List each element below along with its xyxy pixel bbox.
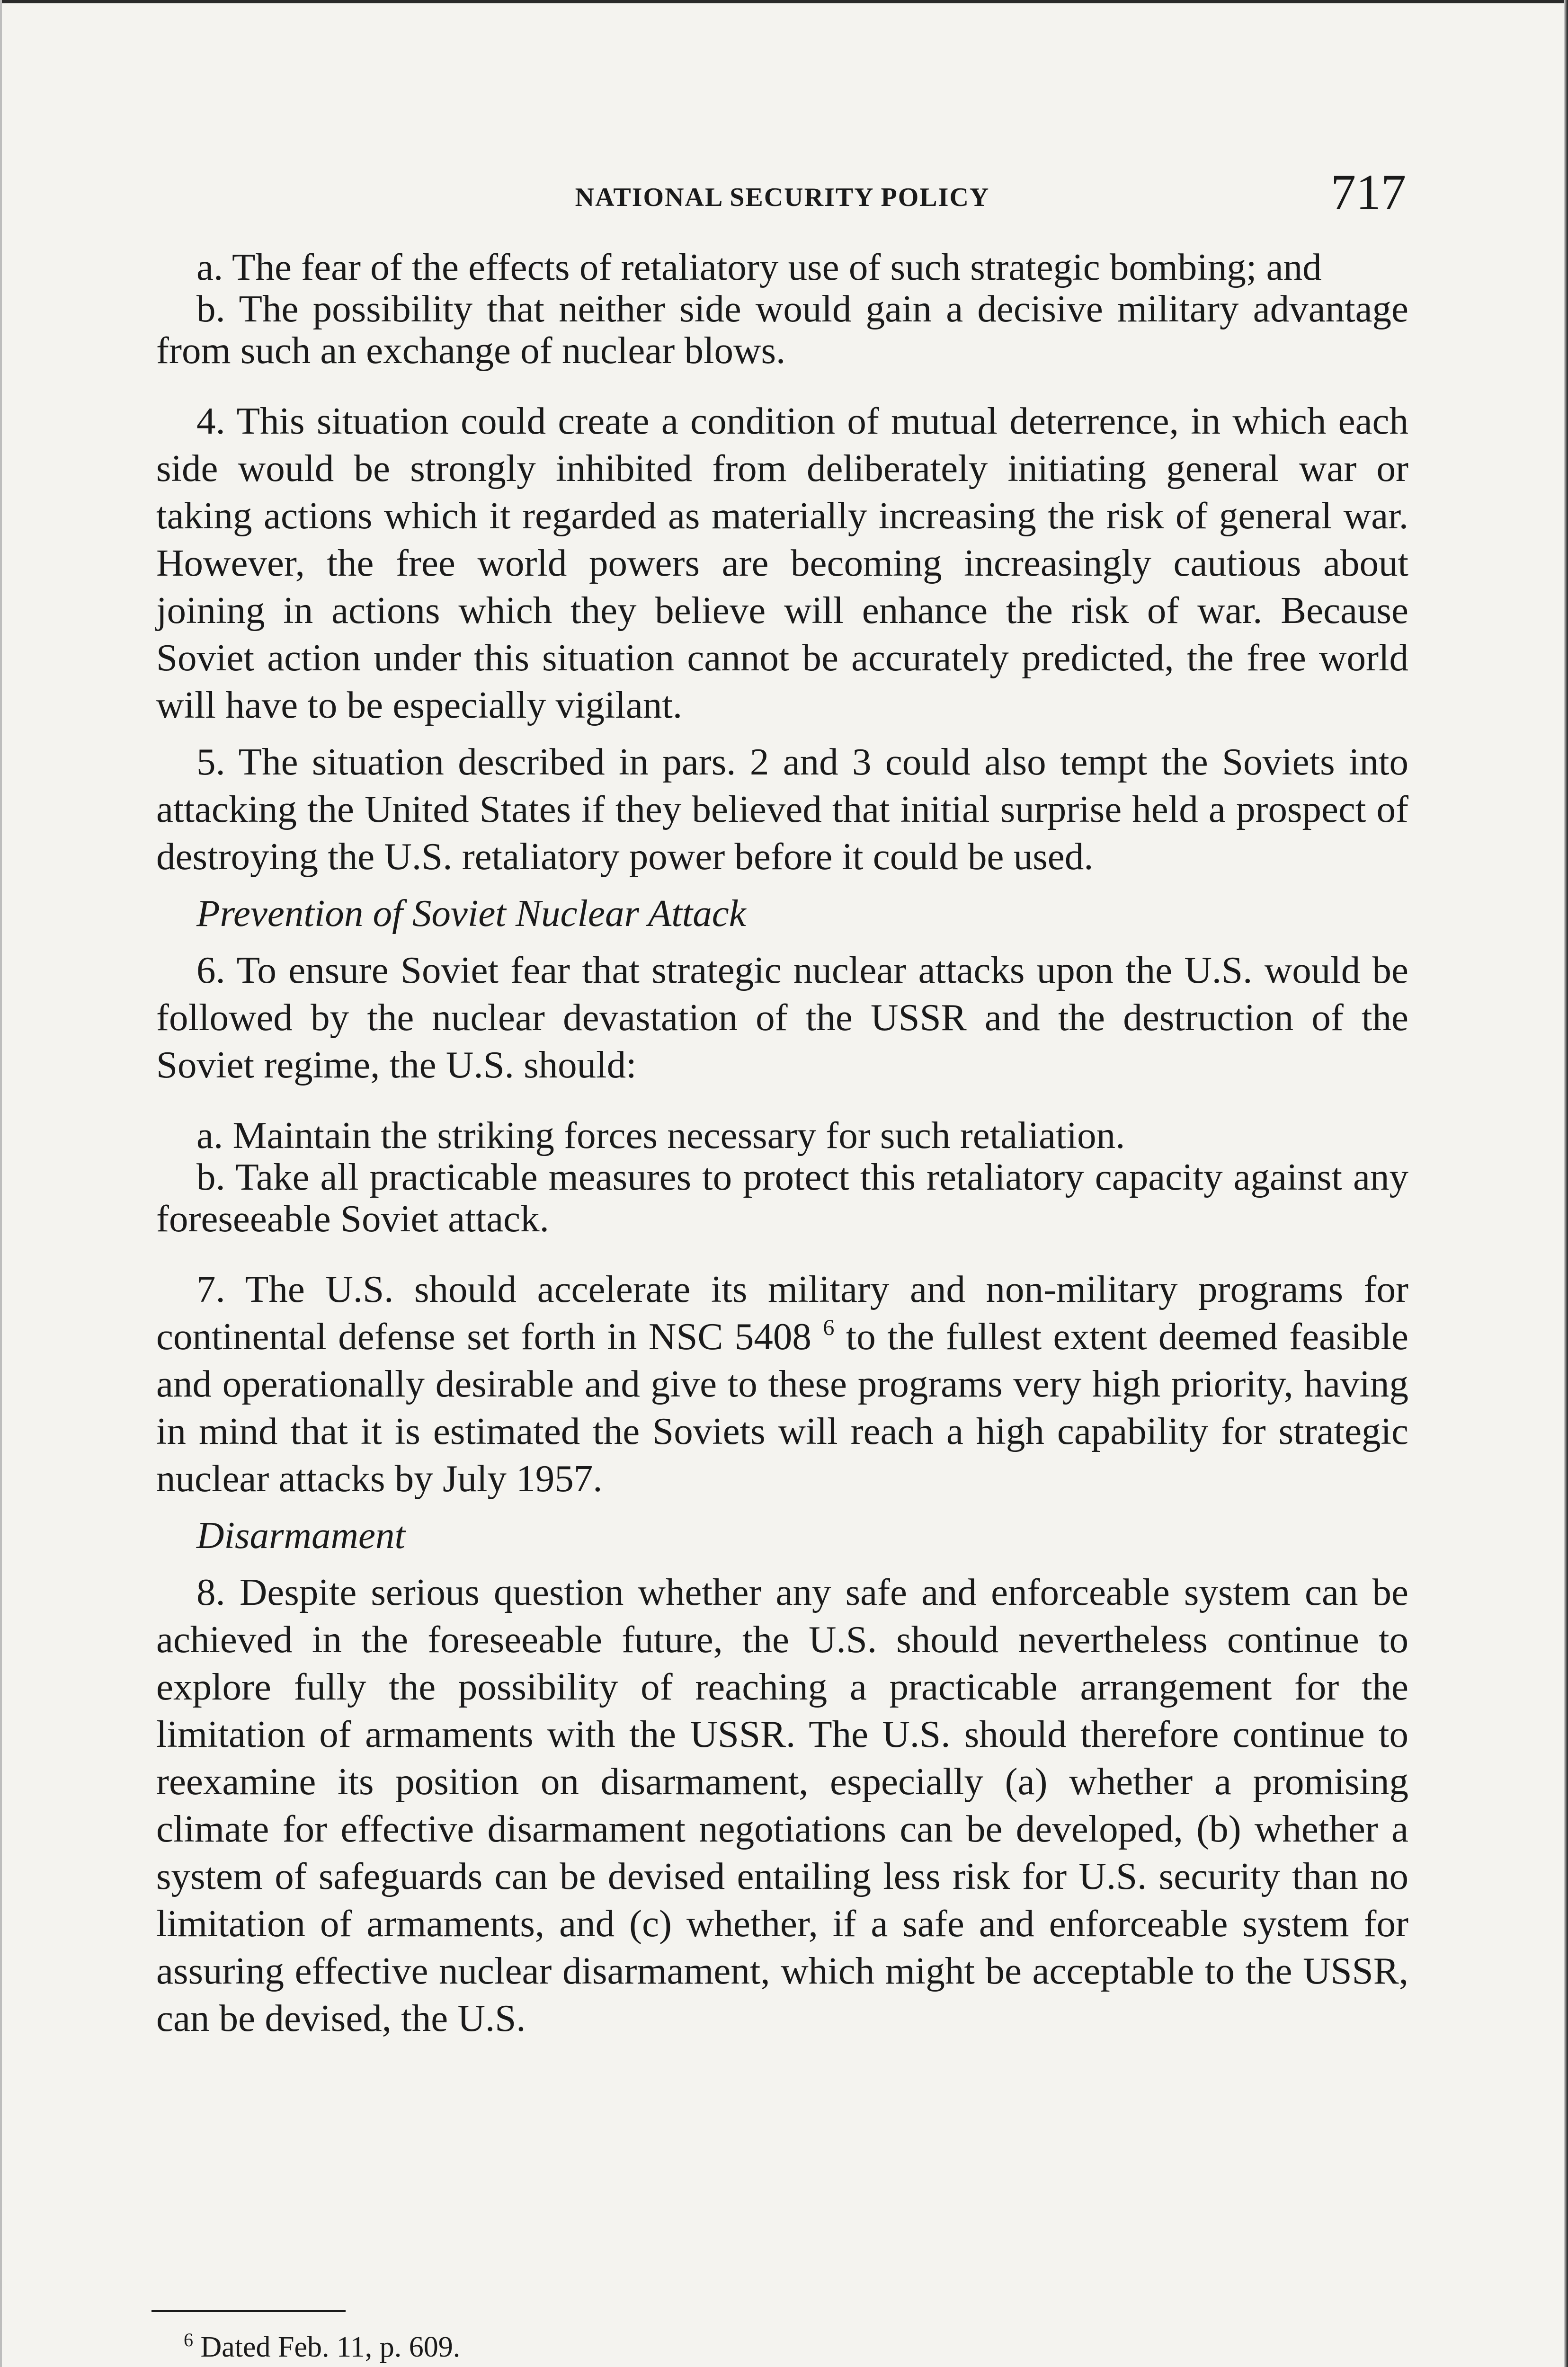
item-3a: a. The fear of the effects of retaliatory use of such strategic bombing; and <box>196 246 1322 288</box>
footnote <box>184 2328 460 2366</box>
item-6a: a. Maintain the striking forces necessary for such retaliation. <box>196 1114 1125 1157</box>
page-header <box>159 163 1406 220</box>
paragraph-6: 6. To ensure Soviet fear that strategic nuclear attacks upon the U.S. would be followed by the nuclear devastation of the USSR and the destruction of the Soviet regime, the U.S. should: <box>156 949 1408 1086</box>
paragraph-7 <box>156 1265 1408 1502</box>
document-body <box>156 246 1408 2042</box>
item-6b: b. Take all practicable measures to protect this retaliatory capacity against any foreseeable Soviet attack. <box>156 1156 1408 1240</box>
footnote-mark: 6 <box>184 2329 193 2350</box>
section-heading-prevention: Prevention of Soviet Nuclear Attack <box>196 892 746 934</box>
running-head: NATIONAL SECURITY POLICY <box>575 183 990 212</box>
footnote-divider <box>151 2310 346 2312</box>
paragraph-8: 8. Despite serious question whether any safe and enforceable system can be achieved in the foreseeable future, the U.S. should nevertheless continue to explore fully the possibility of reaching a practicable arrangement for the limitation of armaments with the USSR. The U.S. should therefore continue to reexamine its position on disarmament, especially (a) whether a promising climate for effective disarmament negotiations can be developed, (b) whether a system of safeguards can be devised entailing less risk for U.S. security than no limitation of armaments, and (c) whether, if a safe and enforceable system for assuring effective nuclear disarmament, which might be acceptable to the USSR, can be devised, the U.S. <box>156 1571 1408 2039</box>
page-edge-right <box>1564 0 1568 2367</box>
paragraph-7-text-after: to the fullest extent deemed feasible and operationally desirable and give to these programs very high priority, having in mind that it is estimated the Soviets will reach a high capability for strategic nuclear attacks by July 1957. <box>156 1315 1409 1500</box>
footnote-text: Dated Feb. 11, p. 609. <box>200 2331 461 2363</box>
paragraph-5: 5. The situation described in pars. 2 and 3 could also tempt the Soviets into attacking the United States if they believed that initial surprise held a prospect of destroying the U.S. retaliatory power before it could be used. <box>156 740 1408 878</box>
footnote-reference[interactable]: 6 <box>823 1315 835 1340</box>
paragraph-7-text-before: 7. The U.S. should accelerate its military and non-military programs for continental defense set forth in NSC 5408 <box>156 1268 1408 1358</box>
section-heading-disarmament: Disarmament <box>196 1514 405 1557</box>
page-number: 717 <box>1331 164 1406 220</box>
page-edge-left <box>0 0 2 2367</box>
page-edge-top <box>0 0 1568 3</box>
item-3b: b. The possibility that neither side would gain a decisive military advantage from such an exchange of nuclear blows. <box>156 287 1408 372</box>
paragraph-4: 4. This situation could create a condition of mutual deterrence, in which each side would be strongly inhibited from deliberately initiating general war or taking actions which it regarded as materially increasing the risk of general war. However, the free world powers are becoming increasingly cautious about joining in actions which they believe will enhance the risk of war. Because Soviet action under this situation cannot be accurately predicted, the free world will have to be especially vigilant. <box>156 400 1408 726</box>
